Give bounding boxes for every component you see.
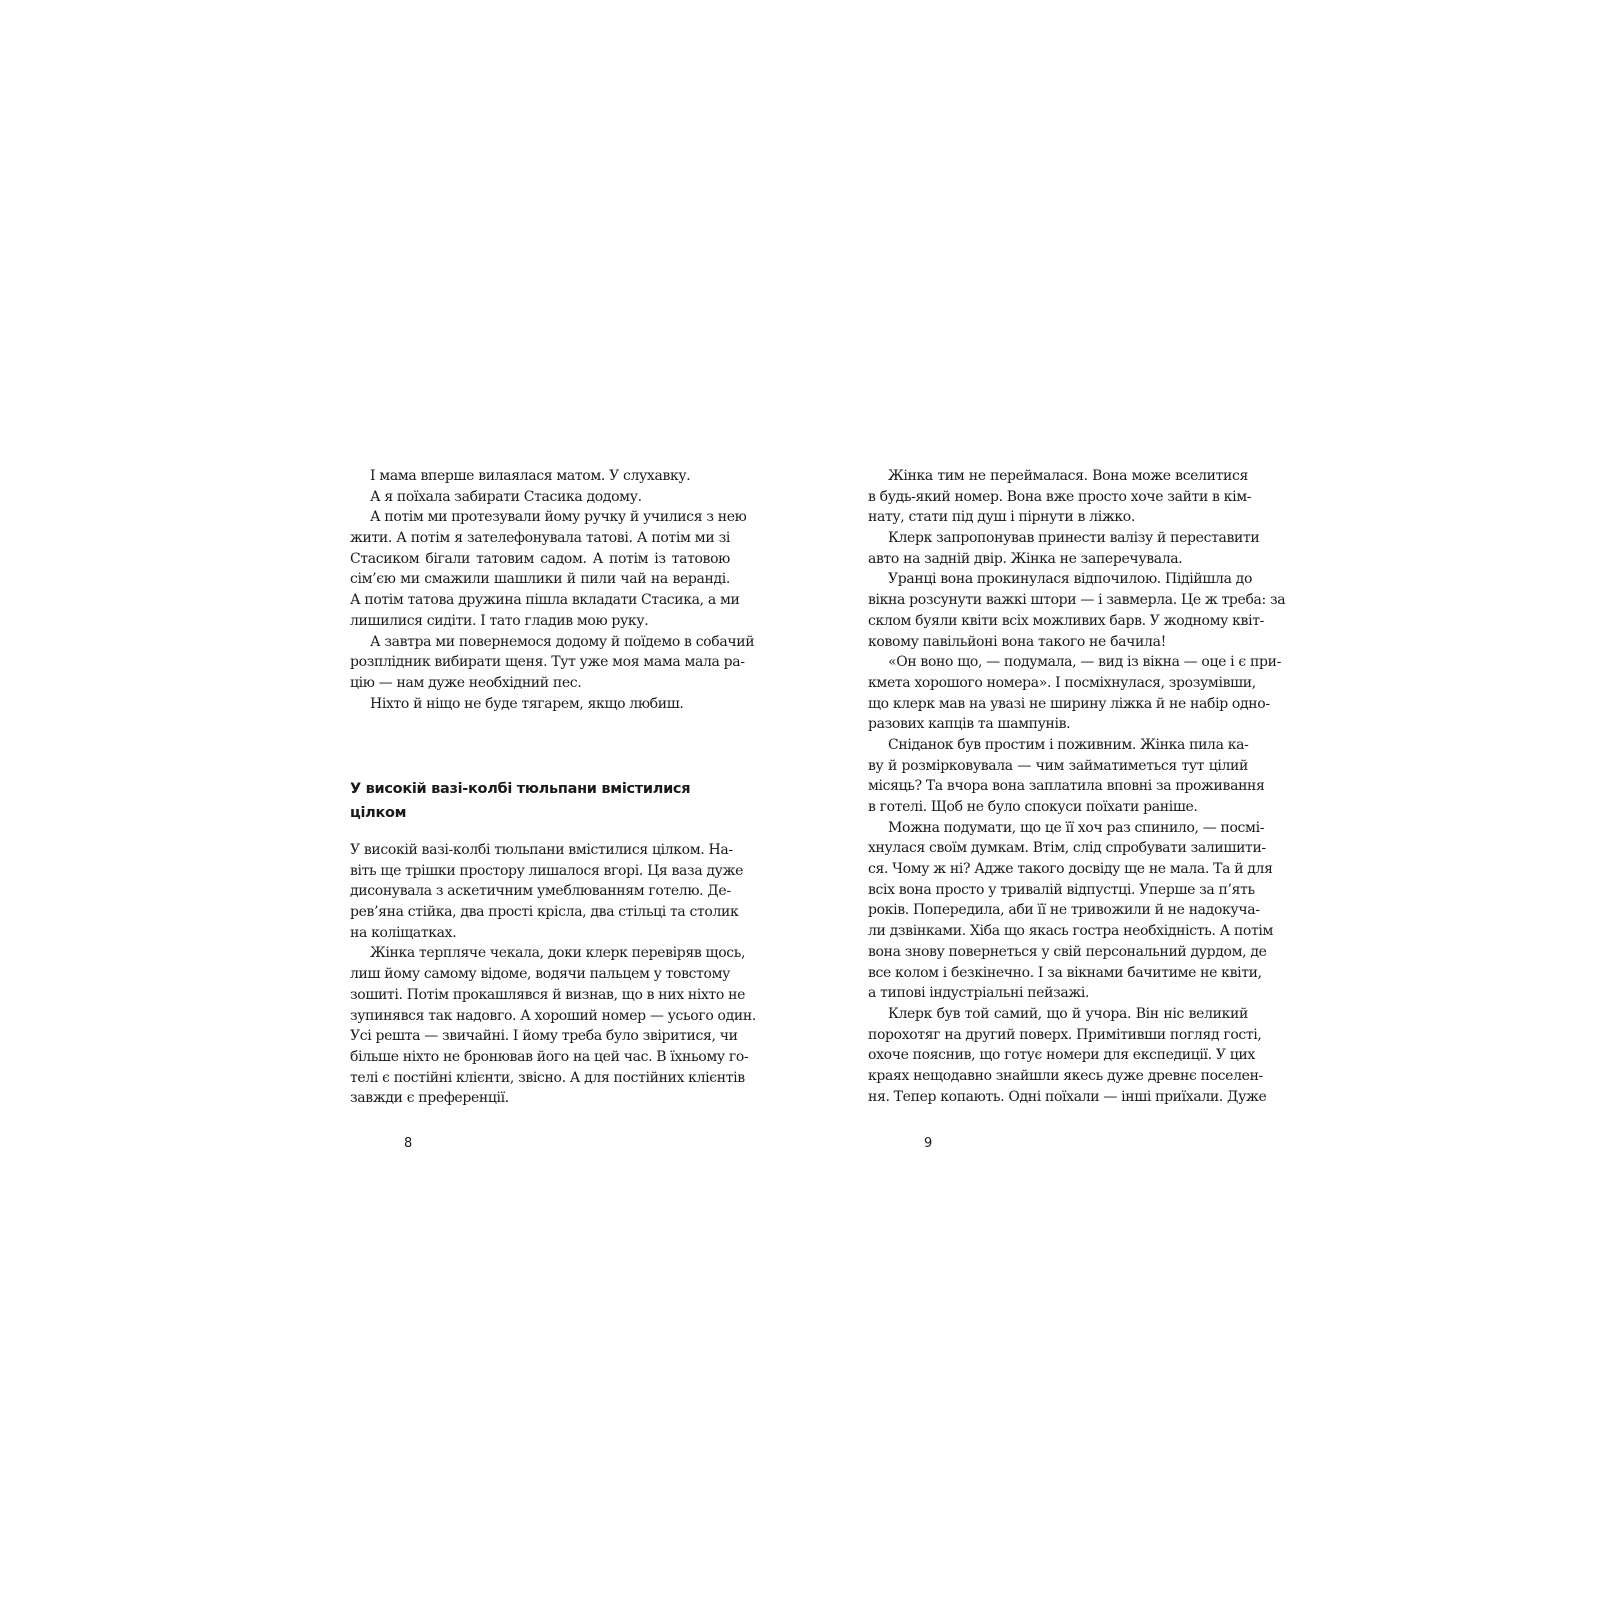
text-line: ву й розмірковувала — чим займатиметься тут цілий xyxy=(868,757,1248,774)
text-line: А я поїхала забирати Стасика додому. xyxy=(370,488,642,505)
text-line: зупинявся так надовго. А хороший номер — усього один. xyxy=(350,1007,756,1024)
text-line: зошиті. Потім прокашлявся й визнав, що в них ніхто не xyxy=(350,986,746,1003)
text-line: вона знову повернеться у свій персональний дурдом, де xyxy=(868,943,1267,960)
text-line: на коліщатках. xyxy=(350,924,457,941)
text-line: в будь-який номер. Вона вже просто хоче зайти в кім- xyxy=(868,488,1252,505)
text-line: рев’яна стійка, два прості крісла, два стільці та столик xyxy=(350,904,739,921)
text-line: разових капців та шампунів. xyxy=(868,716,1071,733)
chapter-heading-line-1: У високій вазі-колбі тюльпани вмістилися xyxy=(350,781,691,797)
text-line: «Он воно що, — подумала, — вид із вікна — оце і є при- xyxy=(888,654,1281,671)
text-line: завжди є преференції. xyxy=(350,1090,509,1107)
text-line: Можна подумати, що це її хоч раз спинило, — посмі- xyxy=(888,819,1265,836)
text-line: охоче пояснив, що готує номери для експедиції. У цих xyxy=(868,1047,1255,1064)
text-line: А потім ми протезували йому ручку й училися з нею xyxy=(370,509,747,526)
text-line: Сніданок був простим і поживним. Жінка пила ка- xyxy=(888,736,1249,753)
text-line: авто на задній двір. Жінка не заперечувала. xyxy=(868,550,1183,567)
text-line: А завтра ми повернемося додому й поїдемо в собачий xyxy=(370,633,755,650)
text-line: віть ще трішки простору лишалося вгорі. Ця ваза дуже xyxy=(350,862,744,879)
text-line: жити. А потім я зателефонувала татові. А потім ми зі xyxy=(350,530,730,547)
text-line: Ніхто й ніщо не буде тягарем, якщо любиш. xyxy=(370,695,684,712)
text-line: сім’єю ми смажили шашлики й пили чай на веранді. xyxy=(350,571,730,588)
text-line: більше ніхто не бронював його на цей час. В їхньому го- xyxy=(350,1048,749,1065)
text-line: років. Попередила, аби її не тривожили й не надокуча- xyxy=(868,902,1260,919)
text-line: ковому павільйоні вона такого не бачила! xyxy=(868,633,1166,650)
chapter-heading-line-2: цілком xyxy=(350,805,407,821)
text-line: Уранці вона прокинулася відпочилою. Підійшла до xyxy=(888,571,1253,588)
text-line: ли дзвінками. Хіба що якась гостра необхідність. А потім xyxy=(868,923,1274,940)
text-line: нату, стати під душ і пірнути в ліжко. xyxy=(868,509,1135,526)
text-line: склом буяли квіти всіх можливих барв. У жодному квіт- xyxy=(868,612,1264,629)
text-line: в готелі. Щоб не було спокуси поїхати раніше. xyxy=(868,799,1198,815)
text-line: Жінка терпляче чекала, доки клерк перевіряв щось, xyxy=(370,945,746,962)
left-page-body-text xyxy=(350,840,756,1109)
text-line: Клерк запропонував принести валізу й переставити xyxy=(888,530,1260,547)
text-line: І мама вперше вилаялася матом. У слухавку. xyxy=(370,468,691,484)
text-line: всіх вона просто у тривалій відпустці. Уперше за п’ять xyxy=(868,881,1255,898)
text-line: Усі решта — звичайні. І йому треба було звіритися, чи xyxy=(350,1028,738,1045)
text-line: Жінка тим не переймалася. Вона може вселитися xyxy=(888,468,1248,484)
text-line: хнулася своїм думкам. Втім, слід спробувати залишити- xyxy=(868,840,1266,857)
chapter-heading xyxy=(350,777,730,825)
right-page-text xyxy=(868,466,1286,1107)
text-line: місяць? Та вчора вона заплатила вповні за проживання xyxy=(868,778,1265,795)
text-line: все колом і безкінечно. І за вікнами бачитиме не квіти, xyxy=(868,964,1262,981)
text-line: цію — нам дуже необхідний пес. xyxy=(350,674,582,691)
text-line: лиш йому самому відоме, водячи пальцем у товстому xyxy=(350,966,730,983)
text-line: дисонувала з аскетичним умеблюванням готелю. Де- xyxy=(350,883,731,900)
left-page-top-text xyxy=(350,466,755,714)
text-line: краях нещодавно знайшли якесь дуже древнє поселен- xyxy=(868,1067,1263,1084)
text-line: ня. Тепер копають. Одні поїхали — інші приїхали. Дуже xyxy=(868,1088,1267,1105)
text-line: лишилися сидіти. І тато гладив мою руку. xyxy=(350,612,649,629)
text-line: ся. Чому ж ні? Адже такого досвіду ще не мала. Та й для xyxy=(868,861,1273,878)
text-line: телі є постійні клієнти, звісно. А для постійних клієнтів xyxy=(350,1069,745,1086)
text-line: Клерк був той самий, що й учора. Він ніс великий xyxy=(888,1005,1248,1022)
text-line: розплідник вибирати щеня. Тут уже моя мама мала ра- xyxy=(350,654,745,671)
text-line: порохотяг на другий поверх. Примітивши погляд гості, xyxy=(868,1026,1262,1043)
text-line: Стасиком бігали татовим садом. А потім із татовою xyxy=(350,550,730,567)
page-number-left: 8 xyxy=(404,1136,413,1151)
text-line: кмета хорошого номера». І посміхнулася, зрозумівши, xyxy=(868,674,1256,691)
page-number-right: 9 xyxy=(924,1136,933,1151)
text-line: а типові індустріальні пейзажі. xyxy=(868,985,1090,1002)
text-line: У високій вазі-колбі тюльпани вмістилися цілком. На- xyxy=(350,842,733,858)
text-line: що клерк мав на увазі не ширину ліжка й не набір одно- xyxy=(868,695,1270,712)
text-line: вікна розсунути важкі штори — і завмерла. Це ж треба: за xyxy=(868,592,1286,609)
text-line: А потім татова дружина пішла вкладати Стасика, а ми xyxy=(350,592,740,609)
